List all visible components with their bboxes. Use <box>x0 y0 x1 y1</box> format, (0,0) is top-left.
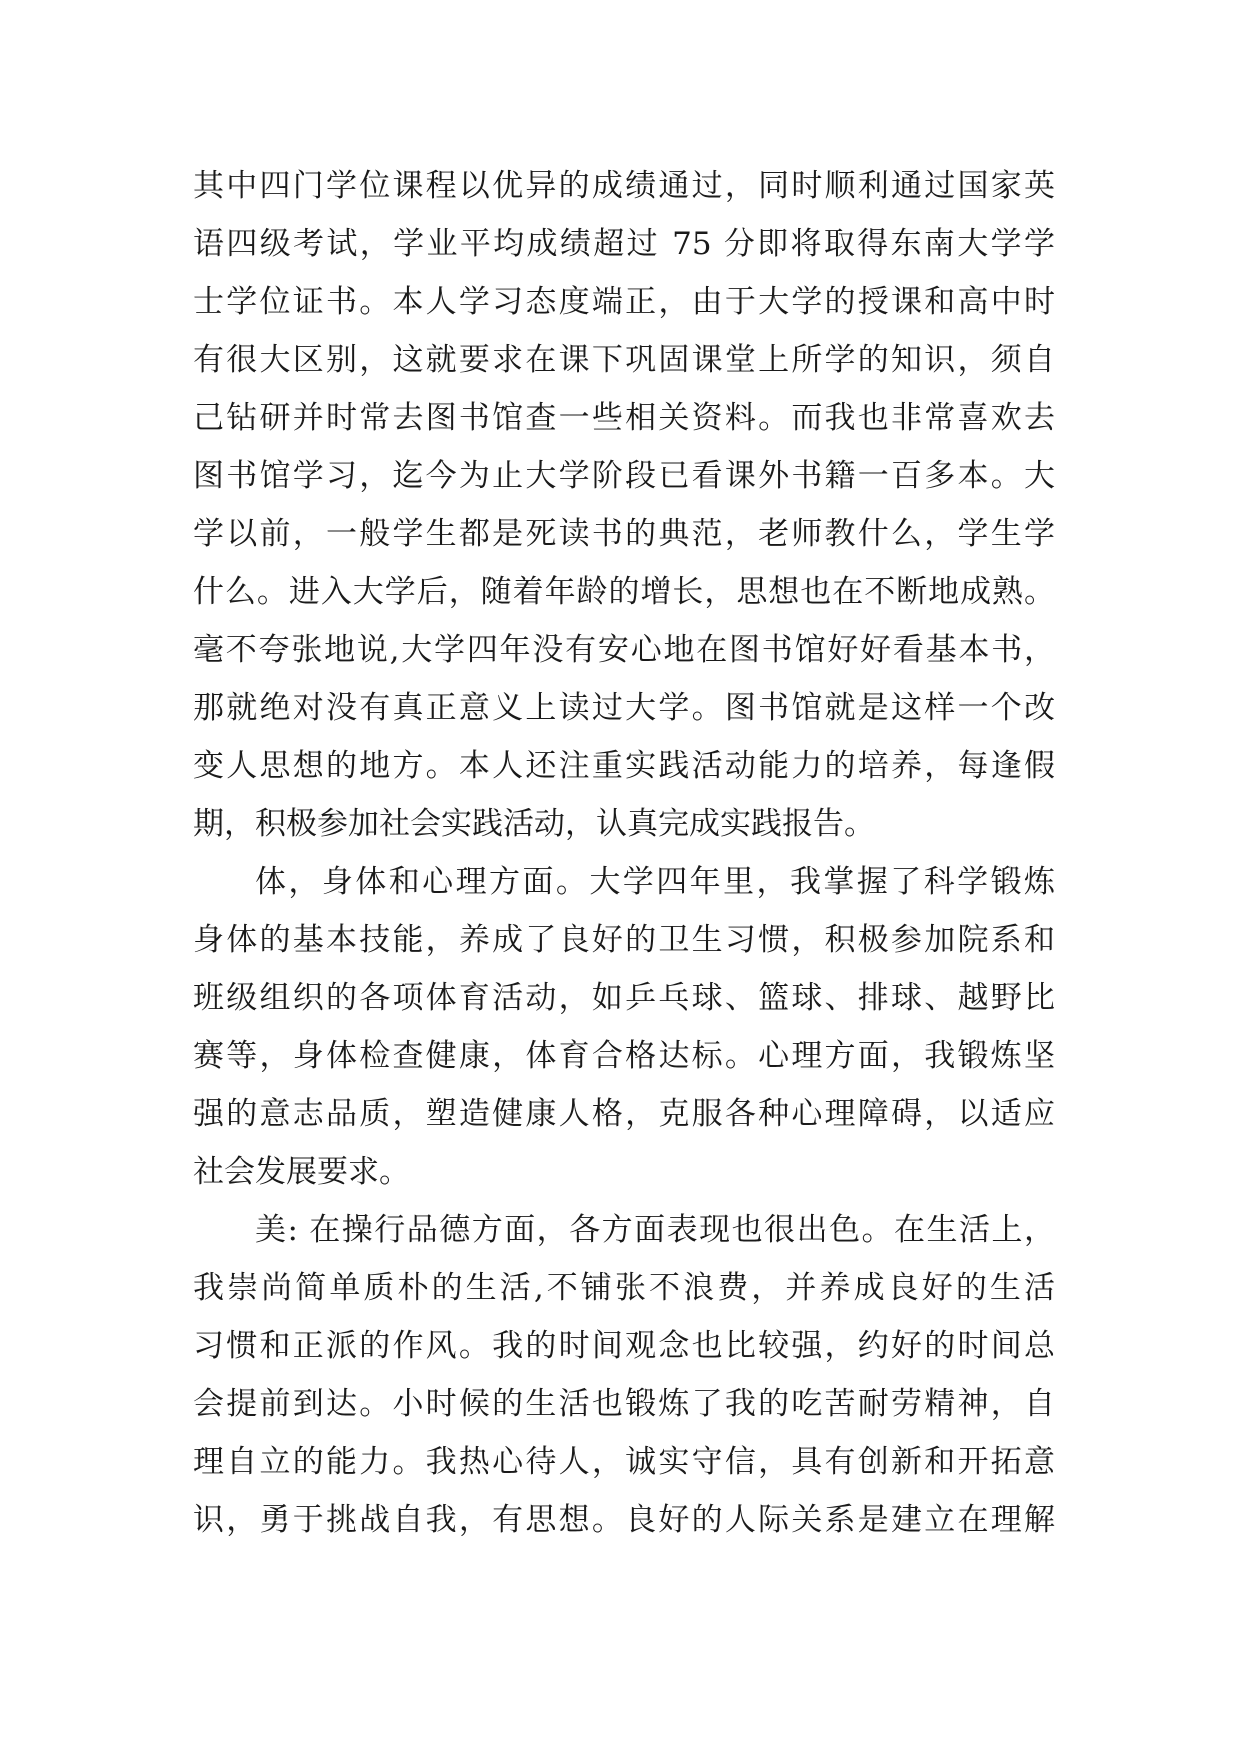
text-line: 图书馆学习，迄今为止大学阶段已看课外书籍一百多本。大 <box>193 458 1055 494</box>
text-line: 班级组织的各项体育活动，如乒乓球、篮球、排球、越野比 <box>193 980 1055 1016</box>
text-line: 强的意志品质，塑造健康人格，克服各种心理障碍，以适应 <box>193 1096 1055 1132</box>
text-line: 什么。进入大学后，随着年龄的增长，思想也在不断地成熟。 <box>193 574 1055 610</box>
text-line: 变人思想的地方。本人还注重实践活动能力的培养，每逢假 <box>193 748 1055 784</box>
morality-paragraph <box>193 1201 1055 1549</box>
text-line: 期，积极参加社会实践活动，认真完成实践报告。 <box>193 806 875 842</box>
text-line: 会提前到达。小时候的生活也锻炼了我的吃苦耐劳精神，自 <box>193 1386 1055 1422</box>
text-line: 己钻研并时常去图书馆查一些相关资料。而我也非常喜欢去 <box>193 400 1055 436</box>
text-line: 那就绝对没有真正意义上读过大学。图书馆就是这样一个改 <box>193 690 1055 726</box>
text-line: 我崇尚简单质朴的生活,不铺张不浪费，并养成良好的生活 <box>193 1270 1055 1306</box>
text-line: 美: 在操行品德方面，各方面表现也很出色。在生活上， <box>255 1212 1055 1248</box>
text-line: 社会发展要求。 <box>193 1154 410 1190</box>
document-body <box>193 157 1055 1549</box>
text-line: 身体的基本技能，养成了良好的卫生习惯，积极参加院系和 <box>193 922 1055 958</box>
body-paragraph <box>193 853 1055 1201</box>
text-line: 赛等，身体检查健康，体育合格达标。心理方面，我锻炼坚 <box>193 1038 1055 1074</box>
text-line: 其中四门学位课程以优异的成绩通过，同时顺利通过国家英 <box>193 168 1055 204</box>
text-line: 体，身体和心理方面。大学四年里，我掌握了科学锻炼 <box>255 864 1055 900</box>
text-line: 理自立的能力。我热心待人，诚实守信，具有创新和开拓意 <box>193 1444 1055 1480</box>
text-line: 识，勇于挑战自我，有思想。良好的人际关系是建立在理解 <box>193 1502 1055 1538</box>
text-line: 语四级考试，学业平均成绩超过 75 分即将取得东南大学学 <box>193 226 1055 262</box>
text-line: 学以前，一般学生都是死读书的典范，老师教什么，学生学 <box>193 516 1055 552</box>
text-line: 士学位证书。本人学习态度端正，由于大学的授课和高中时 <box>193 284 1055 320</box>
text-line: 毫不夸张地说,大学四年没有安心地在图书馆好好看基本书， <box>193 632 1055 668</box>
text-line: 习惯和正派的作风。我的时间观念也比较强，约好的时间总 <box>193 1328 1055 1364</box>
text-line: 有很大区别，这就要求在课下巩固课堂上所学的知识，须自 <box>193 342 1055 378</box>
study-paragraph <box>193 157 1055 853</box>
